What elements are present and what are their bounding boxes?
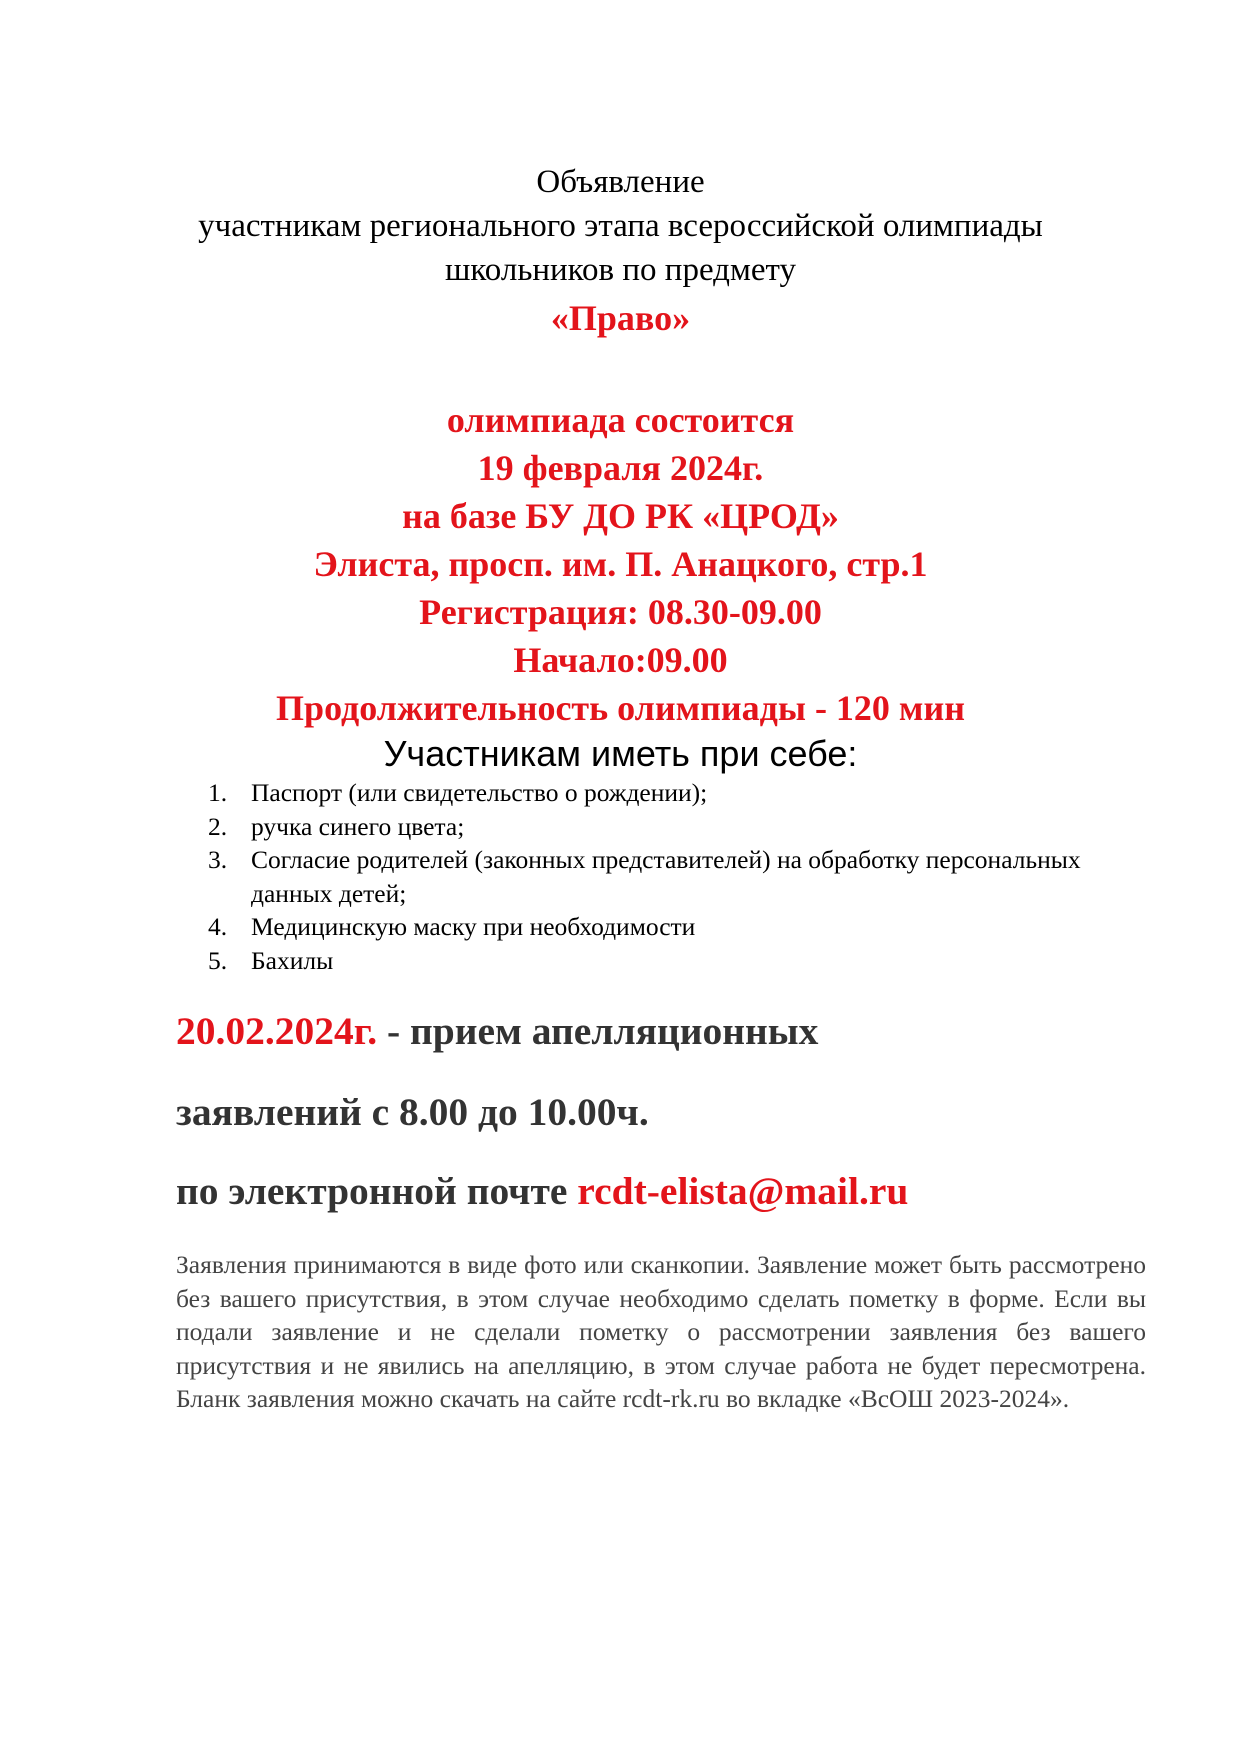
- list-item: [208, 843, 1108, 910]
- list-item-text: Бахилы: [251, 945, 334, 975]
- appeal-date: 20.02.2024г.: [176, 1009, 378, 1053]
- list-item-number: 1.: [208, 778, 228, 807]
- list-item-text: Согласие родителей (законных представителей) на обработку персональных данных детей;: [251, 845, 1081, 908]
- list-item-text: Медицинскую маску при необходимости: [251, 912, 696, 941]
- list-item: [208, 910, 1108, 944]
- bring-list: [208, 776, 1108, 977]
- appeal-line-2: заявлений с 8.00 до 10.00ч.: [176, 1090, 649, 1134]
- event-registration: Регистрация: 08.30-09.00: [419, 592, 822, 632]
- list-item-number: 4.: [208, 912, 228, 941]
- list-item-number: 5.: [208, 945, 228, 975]
- event-address: Элиста, просп. им. П. Анацкого, стр.1: [313, 544, 928, 584]
- event-date: 19 февраля 2024г.: [477, 448, 764, 488]
- appeal-line-3: [176, 1166, 908, 1216]
- announcement-line-3: школьников по предмету: [445, 252, 796, 288]
- list-item-text: Паспорт (или свидетельство о рождении);: [251, 778, 708, 807]
- appeal-email-prefix: по электронной почте: [176, 1169, 578, 1213]
- subject-title: «Право»: [550, 298, 691, 338]
- event-intro: олимпиада состоится: [446, 400, 795, 440]
- event-duration: Продолжительность олимпиады - 120 мин: [276, 688, 965, 728]
- list-item: [208, 944, 1108, 978]
- list-item: [208, 776, 1108, 810]
- bring-title: Участникам иметь при себе:: [383, 733, 858, 774]
- announcement-line-2: участникам регионального этапа всероссийской олимпиады: [198, 208, 1043, 244]
- appeal-line-1-text: - прием апелляционных: [377, 1009, 819, 1053]
- event-start: Начало:09.00: [513, 640, 728, 680]
- announcement-title: Объявление: [536, 164, 705, 200]
- appeal-line-1: [176, 1006, 818, 1056]
- list-item-number: 3.: [208, 845, 228, 874]
- list-item: [208, 810, 1108, 844]
- event-venue: на базе БУ ДО РК «ЦРОД»: [402, 496, 839, 536]
- appeal-note: Заявления принимаются в виде фото или сканкопии. Заявление может быть рассмотрено без вашего присутствия, в этом случае необходимо сделать пометку в форме. Если вы подали заявление и не сделали пометку о рассмотрении заявления без вашего присутствия и не явились на апелляцию, в этом случае работа не будет пересмотрена. Бланк заявления можно скачать на сайте rcdt-rk.ru во вкладке «ВсОШ 2023-2024».: [176, 1250, 1146, 1414]
- list-item-text: ручка синего цвета;: [251, 811, 465, 841]
- appeal-email-link[interactable]: rcdt-elista@mail.ru: [577, 1169, 909, 1213]
- list-item-number: 2.: [208, 811, 228, 841]
